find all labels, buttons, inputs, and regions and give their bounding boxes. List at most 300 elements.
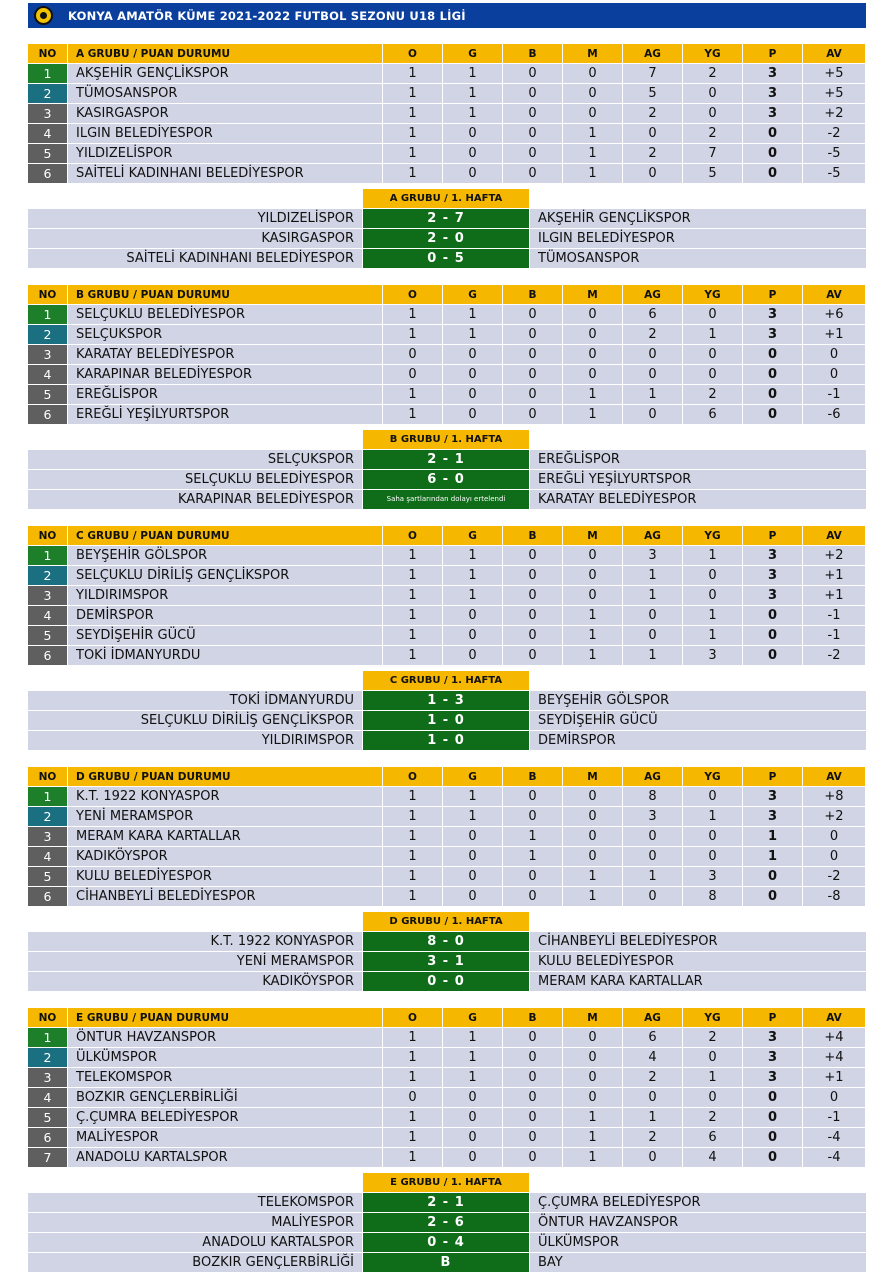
points-cell: 3 <box>743 104 803 123</box>
points-cell: 0 <box>743 144 803 163</box>
column-header-no: NO <box>28 767 68 786</box>
cell-b: 0 <box>503 646 563 665</box>
match-score: B <box>363 1253 529 1272</box>
cell-o: 1 <box>383 626 443 645</box>
cell-av: +1 <box>803 566 866 585</box>
points-cell: 3 <box>743 1028 803 1047</box>
cell-ag: 0 <box>623 847 683 866</box>
group-section <box>28 525 866 750</box>
column-header-o: O <box>383 285 443 304</box>
points-cell: 3 <box>743 1068 803 1087</box>
table-row <box>28 124 866 143</box>
cell-g: 1 <box>443 64 503 83</box>
cell-yg: 2 <box>683 1108 743 1127</box>
cell-ag: 1 <box>623 566 683 585</box>
points-cell: 3 <box>743 807 803 826</box>
team-name: BOZKIR GENÇLERBİRLİĞİ <box>68 1088 383 1107</box>
fixture-row <box>28 1233 866 1252</box>
fixture-row <box>28 1213 866 1232</box>
home-team: TOKİ İDMANYURDU <box>28 691 362 710</box>
standings-table <box>28 766 866 907</box>
column-header-ag: AG <box>623 285 683 304</box>
fixture-row <box>28 932 866 951</box>
cell-av: 0 <box>803 345 866 364</box>
cell-g: 1 <box>443 1048 503 1067</box>
points-cell: 1 <box>743 827 803 846</box>
team-name: ILGIN BELEDİYESPOR <box>68 124 383 143</box>
fixture-row <box>28 229 866 248</box>
cell-o: 1 <box>383 807 443 826</box>
column-header-p: P <box>743 44 803 63</box>
cell-yg: 2 <box>683 385 743 404</box>
cell-g: 0 <box>443 144 503 163</box>
cell-g: 0 <box>443 1088 503 1107</box>
cell-b: 0 <box>503 807 563 826</box>
team-name: TELEKOMSPOR <box>68 1068 383 1087</box>
team-name: YENİ MERAMSPOR <box>68 807 383 826</box>
cell-b: 0 <box>503 144 563 163</box>
cell-o: 1 <box>383 1068 443 1087</box>
rank-badge: 5 <box>28 1108 68 1127</box>
points-cell: 3 <box>743 84 803 103</box>
table-row <box>28 1048 866 1067</box>
cell-ag: 2 <box>623 1128 683 1147</box>
cell-yg: 2 <box>683 1028 743 1047</box>
column-header-g: G <box>443 526 503 545</box>
match-score: 0 - 5 <box>363 249 529 268</box>
column-header-o: O <box>383 526 443 545</box>
cell-yg: 1 <box>683 325 743 344</box>
cell-m: 1 <box>563 124 623 143</box>
rank-badge: 6 <box>28 405 68 424</box>
team-name: ÜLKÜMSPOR <box>68 1048 383 1067</box>
rank-badge: 5 <box>28 385 68 404</box>
fixture-row <box>28 470 866 489</box>
cell-yg: 1 <box>683 626 743 645</box>
cell-b: 0 <box>503 1108 563 1127</box>
cell-m: 0 <box>563 305 623 324</box>
column-header-o: O <box>383 767 443 786</box>
rank-badge: 5 <box>28 867 68 886</box>
cell-b: 0 <box>503 1088 563 1107</box>
rank-badge: 5 <box>28 626 68 645</box>
home-team: MALİYESPOR <box>28 1213 362 1232</box>
cell-yg: 7 <box>683 144 743 163</box>
column-header-b: B <box>503 767 563 786</box>
cell-m: 0 <box>563 345 623 364</box>
points-cell: 0 <box>743 1088 803 1107</box>
cell-yg: 1 <box>683 807 743 826</box>
rank-badge: 6 <box>28 887 68 906</box>
cell-m: 0 <box>563 84 623 103</box>
cell-b: 1 <box>503 847 563 866</box>
team-name: KASIRGASPOR <box>68 104 383 123</box>
table-row <box>28 104 866 123</box>
group-title: A GRUBU / PUAN DURUMU <box>68 44 383 63</box>
rank-badge: 3 <box>28 345 68 364</box>
cell-yg: 0 <box>683 1048 743 1067</box>
cell-yg: 0 <box>683 345 743 364</box>
cell-av: +5 <box>803 64 866 83</box>
column-header-yg: YG <box>683 526 743 545</box>
match-score: 0 - 0 <box>363 972 529 991</box>
cell-ag: 4 <box>623 1048 683 1067</box>
cell-g: 1 <box>443 325 503 344</box>
cell-av: -1 <box>803 626 866 645</box>
cell-m: 0 <box>563 325 623 344</box>
cell-yg: 0 <box>683 84 743 103</box>
column-header-av: AV <box>803 1008 866 1027</box>
column-header-ag: AG <box>623 1008 683 1027</box>
cell-yg: 0 <box>683 827 743 846</box>
team-name: SELÇUKSPOR <box>68 325 383 344</box>
column-header-g: G <box>443 285 503 304</box>
cell-m: 0 <box>563 586 623 605</box>
column-header-av: AV <box>803 44 866 63</box>
table-row <box>28 1148 866 1167</box>
team-name: KADIKÖYSPOR <box>68 847 383 866</box>
group-title: B GRUBU / PUAN DURUMU <box>68 285 383 304</box>
cell-g: 0 <box>443 887 503 906</box>
cell-g: 0 <box>443 124 503 143</box>
table-row <box>28 365 866 384</box>
fixture-row <box>28 1193 866 1212</box>
column-header-m: M <box>563 1008 623 1027</box>
points-cell: 0 <box>743 345 803 364</box>
table-row <box>28 345 866 364</box>
cell-ag: 1 <box>623 385 683 404</box>
cell-b: 0 <box>503 1148 563 1167</box>
cell-ag: 0 <box>623 606 683 625</box>
team-name: TÜMOSANSPOR <box>68 84 383 103</box>
home-team: SAİTELİ KADINHANI BELEDİYESPOR <box>28 249 362 268</box>
cell-o: 1 <box>383 325 443 344</box>
cell-b: 0 <box>503 64 563 83</box>
cell-o: 0 <box>383 1088 443 1107</box>
home-team: YILDIZELİSPOR <box>28 209 362 228</box>
team-name: SELÇUKLU BELEDİYESPOR <box>68 305 383 324</box>
column-header-p: P <box>743 526 803 545</box>
match-score: 0 - 4 <box>363 1233 529 1252</box>
week-header: B GRUBU / 1. HAFTA <box>363 430 529 449</box>
cell-g: 0 <box>443 405 503 424</box>
cell-m: 1 <box>563 164 623 183</box>
away-team: Ç.ÇUMRA BELEDİYESPOR <box>530 1193 866 1212</box>
away-team: CİHANBEYLİ BELEDİYESPOR <box>530 932 866 951</box>
table-row <box>28 807 866 826</box>
cell-g: 1 <box>443 305 503 324</box>
fixture-row <box>28 209 866 228</box>
cell-yg: 0 <box>683 566 743 585</box>
home-team: SELÇUKLU DİRİLİŞ GENÇLİKSPOR <box>28 711 362 730</box>
home-team: SELÇUKSPOR <box>28 450 362 469</box>
cell-yg: 0 <box>683 104 743 123</box>
cell-av: 0 <box>803 365 866 384</box>
team-name: KARATAY BELEDİYESPOR <box>68 345 383 364</box>
column-header-o: O <box>383 1008 443 1027</box>
points-cell: 0 <box>743 646 803 665</box>
cell-ag: 0 <box>623 405 683 424</box>
rank-badge: 2 <box>28 84 68 103</box>
match-score: 2 - 7 <box>363 209 529 228</box>
column-header-ag: AG <box>623 44 683 63</box>
cell-yg: 1 <box>683 606 743 625</box>
group-section <box>28 1007 866 1272</box>
column-header-p: P <box>743 1008 803 1027</box>
cell-m: 0 <box>563 827 623 846</box>
home-team: K.T. 1922 KONYASPOR <box>28 932 362 951</box>
cell-o: 1 <box>383 646 443 665</box>
cell-o: 1 <box>383 847 443 866</box>
week-header: A GRUBU / 1. HAFTA <box>363 189 529 208</box>
cell-g: 0 <box>443 847 503 866</box>
column-header-ag: AG <box>623 767 683 786</box>
cell-o: 1 <box>383 144 443 163</box>
points-cell: 0 <box>743 606 803 625</box>
cell-ag: 0 <box>623 124 683 143</box>
team-name: ANADOLU KARTALSPOR <box>68 1148 383 1167</box>
cell-ag: 0 <box>623 1088 683 1107</box>
cell-o: 1 <box>383 124 443 143</box>
cell-o: 1 <box>383 1048 443 1067</box>
table-row <box>28 1128 866 1147</box>
cell-o: 1 <box>383 104 443 123</box>
cell-b: 0 <box>503 164 563 183</box>
cell-g: 0 <box>443 385 503 404</box>
cell-yg: 2 <box>683 124 743 143</box>
points-cell: 1 <box>743 847 803 866</box>
cell-m: 0 <box>563 546 623 565</box>
column-header-yg: YG <box>683 285 743 304</box>
cell-av: 0 <box>803 847 866 866</box>
cell-yg: 0 <box>683 847 743 866</box>
group-section <box>28 284 866 509</box>
group-title: D GRUBU / PUAN DURUMU <box>68 767 383 786</box>
home-team: KARAPINAR BELEDİYESPOR <box>28 490 362 509</box>
cell-o: 1 <box>383 84 443 103</box>
cell-m: 1 <box>563 1128 623 1147</box>
cell-ag: 1 <box>623 586 683 605</box>
column-header-no: NO <box>28 285 68 304</box>
cell-av: -5 <box>803 144 866 163</box>
cell-o: 1 <box>383 305 443 324</box>
table-row <box>28 385 866 404</box>
cell-yg: 0 <box>683 305 743 324</box>
points-cell: 0 <box>743 124 803 143</box>
cell-g: 0 <box>443 626 503 645</box>
cell-o: 1 <box>383 405 443 424</box>
rank-badge: 1 <box>28 787 68 806</box>
cell-g: 0 <box>443 164 503 183</box>
home-team: SELÇUKLU BELEDİYESPOR <box>28 470 362 489</box>
cell-g: 0 <box>443 1148 503 1167</box>
cell-ag: 0 <box>623 1148 683 1167</box>
cell-av: +1 <box>803 325 866 344</box>
group-section <box>28 766 866 991</box>
rank-badge: 5 <box>28 144 68 163</box>
team-name: ÖNTUR HAVZANSPOR <box>68 1028 383 1047</box>
cell-av: -4 <box>803 1148 866 1167</box>
cell-ag: 0 <box>623 345 683 364</box>
cell-b: 0 <box>503 586 563 605</box>
away-team: EREĞLİ YEŞİLYURTSPOR <box>530 470 866 489</box>
cell-b: 0 <box>503 124 563 143</box>
rank-badge: 1 <box>28 64 68 83</box>
away-team: DEMİRSPOR <box>530 731 866 750</box>
cell-m: 1 <box>563 867 623 886</box>
standings-header-row <box>28 526 866 545</box>
column-header-p: P <box>743 767 803 786</box>
cell-m: 1 <box>563 144 623 163</box>
cell-g: 1 <box>443 1028 503 1047</box>
team-name: DEMİRSPOR <box>68 606 383 625</box>
column-header-no: NO <box>28 1008 68 1027</box>
page-title: KONYA AMATÖR KÜME 2021-2022 FUTBOL SEZONU U18 LİGİ <box>68 8 466 23</box>
table-row <box>28 325 866 344</box>
match-score: 1 - 3 <box>363 691 529 710</box>
cell-b: 0 <box>503 305 563 324</box>
column-header-av: AV <box>803 526 866 545</box>
rank-badge: 4 <box>28 124 68 143</box>
standings-table <box>28 43 866 184</box>
cell-o: 1 <box>383 64 443 83</box>
cell-o: 1 <box>383 1148 443 1167</box>
cell-b: 0 <box>503 546 563 565</box>
cell-ag: 2 <box>623 1068 683 1087</box>
match-score: 2 - 0 <box>363 229 529 248</box>
cell-av: -4 <box>803 1128 866 1147</box>
cell-g: 1 <box>443 546 503 565</box>
cell-av: -5 <box>803 164 866 183</box>
cell-g: 0 <box>443 345 503 364</box>
column-header-g: G <box>443 767 503 786</box>
rank-badge: 3 <box>28 1068 68 1087</box>
table-row <box>28 1088 866 1107</box>
cell-m: 0 <box>563 566 623 585</box>
cell-b: 0 <box>503 365 563 384</box>
cell-o: 1 <box>383 887 443 906</box>
rank-badge: 1 <box>28 1028 68 1047</box>
team-name: KARAPINAR BELEDİYESPOR <box>68 365 383 384</box>
fixture-row <box>28 490 866 509</box>
rank-badge: 4 <box>28 606 68 625</box>
cell-m: 0 <box>563 807 623 826</box>
cell-m: 1 <box>563 1108 623 1127</box>
cell-g: 1 <box>443 787 503 806</box>
cell-ag: 3 <box>623 807 683 826</box>
away-team: KARATAY BELEDİYESPOR <box>530 490 866 509</box>
team-name: AKŞEHİR GENÇLİKSPOR <box>68 64 383 83</box>
cell-m: 0 <box>563 787 623 806</box>
cell-yg: 0 <box>683 787 743 806</box>
cell-yg: 8 <box>683 887 743 906</box>
cell-b: 0 <box>503 867 563 886</box>
cell-yg: 1 <box>683 1068 743 1087</box>
group-section <box>28 43 866 268</box>
cell-m: 1 <box>563 646 623 665</box>
cell-g: 0 <box>443 1128 503 1147</box>
column-header-ag: AG <box>623 526 683 545</box>
cell-o: 1 <box>383 606 443 625</box>
cell-b: 0 <box>503 1068 563 1087</box>
cell-av: 0 <box>803 1088 866 1107</box>
week-header: D GRUBU / 1. HAFTA <box>363 912 529 931</box>
rank-badge: 3 <box>28 104 68 123</box>
cell-av: +4 <box>803 1048 866 1067</box>
points-cell: 0 <box>743 365 803 384</box>
points-cell: 0 <box>743 164 803 183</box>
cell-g: 1 <box>443 1068 503 1087</box>
match-score: Saha şartlarından dolayı ertelendi <box>363 490 529 509</box>
cell-ag: 0 <box>623 626 683 645</box>
points-cell: 0 <box>743 887 803 906</box>
fixture-row <box>28 952 866 971</box>
rank-badge: 3 <box>28 586 68 605</box>
points-cell: 0 <box>743 626 803 645</box>
column-header-no: NO <box>28 526 68 545</box>
cell-av: 0 <box>803 827 866 846</box>
team-name: BEYŞEHİR GÖLSPOR <box>68 546 383 565</box>
cell-ag: 2 <box>623 104 683 123</box>
points-cell: 3 <box>743 546 803 565</box>
home-team: KADIKÖYSPOR <box>28 972 362 991</box>
rank-badge: 2 <box>28 1048 68 1067</box>
cell-o: 1 <box>383 1128 443 1147</box>
cell-ag: 1 <box>623 1108 683 1127</box>
cell-m: 0 <box>563 1068 623 1087</box>
team-name: YILDIZELİSPOR <box>68 144 383 163</box>
cell-b: 1 <box>503 827 563 846</box>
cell-ag: 0 <box>623 827 683 846</box>
points-cell: 3 <box>743 64 803 83</box>
cell-b: 0 <box>503 606 563 625</box>
match-score: 2 - 1 <box>363 1193 529 1212</box>
column-header-b: B <box>503 1008 563 1027</box>
home-team: ANADOLU KARTALSPOR <box>28 1233 362 1252</box>
team-name: SAİTELİ KADINHANI BELEDİYESPOR <box>68 164 383 183</box>
rank-badge: 2 <box>28 807 68 826</box>
cell-yg: 2 <box>683 64 743 83</box>
column-header-b: B <box>503 526 563 545</box>
cell-b: 0 <box>503 84 563 103</box>
away-team: BEYŞEHİR GÖLSPOR <box>530 691 866 710</box>
cell-b: 0 <box>503 1048 563 1067</box>
cell-ag: 6 <box>623 1028 683 1047</box>
team-name: TOKİ İDMANYURDU <box>68 646 383 665</box>
team-name: SELÇUKLU DİRİLİŞ GENÇLİKSPOR <box>68 566 383 585</box>
fixture-row <box>28 249 866 268</box>
cell-ag: 7 <box>623 64 683 83</box>
cell-m: 0 <box>563 1028 623 1047</box>
table-row <box>28 1028 866 1047</box>
cell-av: +8 <box>803 787 866 806</box>
column-header-p: P <box>743 285 803 304</box>
table-row <box>28 546 866 565</box>
points-cell: 0 <box>743 385 803 404</box>
rank-badge: 6 <box>28 1128 68 1147</box>
cell-o: 0 <box>383 345 443 364</box>
column-header-b: B <box>503 285 563 304</box>
table-row <box>28 827 866 846</box>
away-team: BAY <box>530 1253 866 1272</box>
cell-m: 0 <box>563 847 623 866</box>
away-team: ÖNTUR HAVZANSPOR <box>530 1213 866 1232</box>
cell-yg: 1 <box>683 546 743 565</box>
away-team: MERAM KARA KARTALLAR <box>530 972 866 991</box>
cell-m: 1 <box>563 385 623 404</box>
away-team: KULU BELEDİYESPOR <box>530 952 866 971</box>
rank-badge: 3 <box>28 827 68 846</box>
